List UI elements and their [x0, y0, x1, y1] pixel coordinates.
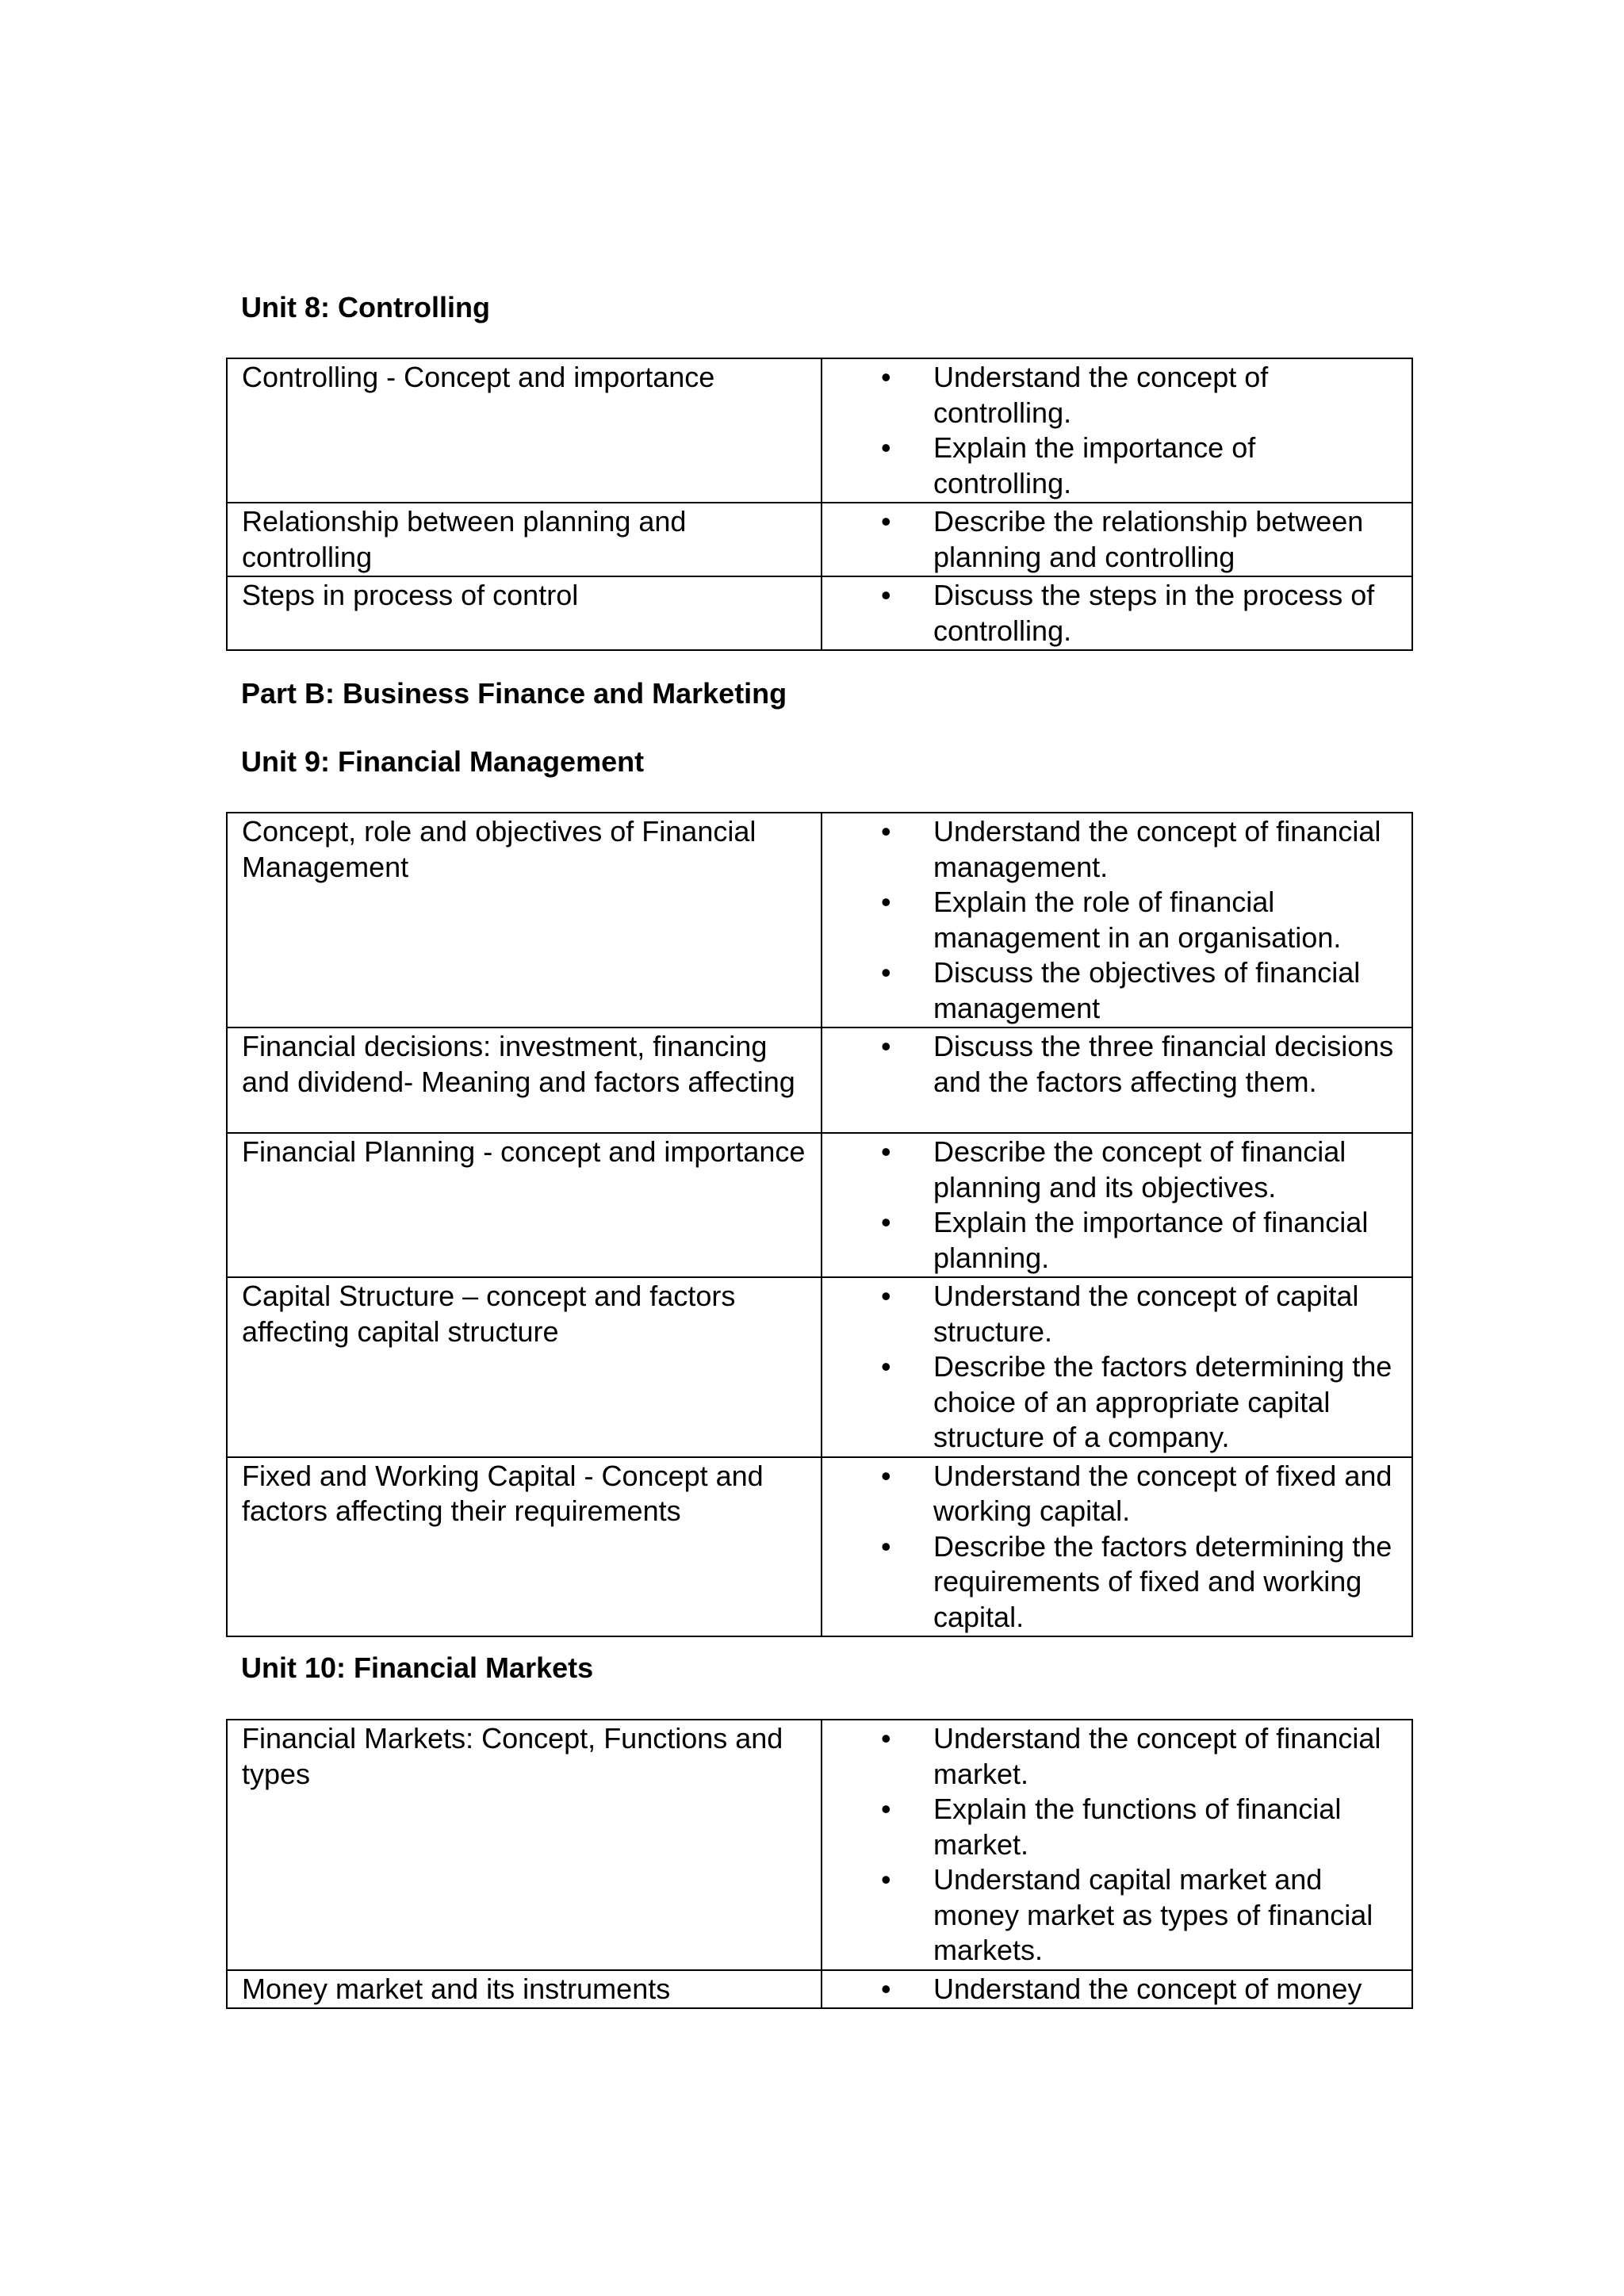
list-item — [822, 504, 1399, 575]
objective-text: Understand the concept of financial management. — [933, 815, 1381, 883]
objective-text: Understand capital market and money market as types of financial markets. — [933, 1863, 1373, 1966]
table-row — [227, 576, 1412, 650]
bullet-icon: • — [881, 1030, 891, 1062]
bullet-icon: • — [881, 579, 891, 611]
list-item — [822, 430, 1399, 501]
topic-cell — [227, 358, 822, 503]
table-row — [227, 1027, 1412, 1133]
topic-cell — [227, 1277, 822, 1457]
topic-cell — [227, 1133, 822, 1277]
bullet-icon: • — [881, 1135, 891, 1168]
table-row — [227, 813, 1412, 1027]
objectives-cell — [822, 813, 1412, 1027]
topic-cell — [227, 503, 822, 576]
bullet-icon: • — [881, 1972, 891, 2005]
objectives-list — [822, 1971, 1411, 2008]
objectives-list — [822, 1720, 1411, 1969]
objectives-list — [822, 813, 1411, 1027]
bullet-icon: • — [881, 1206, 891, 1238]
part-b-heading: Part B: Business Finance and Marketing — [241, 677, 787, 710]
list-item — [822, 360, 1399, 430]
objectives-cell — [822, 1457, 1412, 1637]
list-item — [822, 1135, 1399, 1205]
objectives-list — [822, 1134, 1411, 1276]
objectives-cell — [822, 1277, 1412, 1457]
list-item — [822, 1029, 1399, 1100]
topic-cell — [227, 813, 822, 1027]
objective-text: Describe the concept of financial planning and its objectives. — [933, 1135, 1346, 1203]
topic-text: Financial Planning - concept and importance — [242, 1135, 806, 1168]
bullet-icon: • — [881, 1793, 891, 1825]
objectives-list — [822, 577, 1411, 649]
topic-cell — [227, 1457, 822, 1637]
list-item — [822, 1459, 1399, 1529]
objectives-list — [822, 1278, 1411, 1456]
bullet-icon: • — [881, 1280, 891, 1312]
table-row — [227, 1133, 1412, 1277]
objective-text: Understand the concept of money — [933, 1972, 1362, 2005]
unit-10-table — [226, 1719, 1413, 2009]
objectives-cell — [822, 576, 1412, 650]
objective-text: Discuss the steps in the process of controlling. — [933, 579, 1375, 647]
list-item — [822, 1349, 1399, 1456]
objectives-cell — [822, 1133, 1412, 1277]
topic-cell — [227, 1027, 822, 1133]
objective-text: Describe the factors determining the choice of an appropriate capital structure of a company. — [933, 1350, 1392, 1453]
bullet-icon: • — [881, 431, 891, 464]
unit-9-heading: Unit 9: Financial Management — [241, 745, 645, 778]
objective-text: Explain the functions of financial market. — [933, 1793, 1342, 1861]
list-item — [822, 1529, 1399, 1636]
list-item — [822, 1205, 1399, 1276]
topic-text: Relationship between planning and controlling — [242, 505, 687, 573]
list-item — [822, 955, 1399, 1026]
objective-text: Explain the importance of controlling. — [933, 431, 1256, 499]
list-item — [822, 1862, 1399, 1969]
table-row — [227, 1720, 1412, 1970]
list-item — [822, 1279, 1399, 1349]
list-item — [822, 1721, 1399, 1792]
unit-9-table — [226, 812, 1413, 1637]
bullet-icon: • — [881, 1350, 891, 1383]
topic-text: Concept, role and objectives of Financial Management — [242, 815, 756, 883]
objectives-cell — [822, 1720, 1412, 1970]
objective-text: Discuss the three financial decisions and the factors affecting them. — [933, 1030, 1394, 1098]
objectives-cell — [822, 503, 1412, 576]
objective-text: Understand the concept of financial market. — [933, 1722, 1381, 1790]
objectives-list — [822, 359, 1411, 502]
objective-text: Explain the importance of financial planning. — [933, 1206, 1369, 1274]
bullet-icon: • — [881, 1863, 891, 1896]
topic-cell — [227, 576, 822, 650]
objective-text: Explain the role of financial management in an organisation. — [933, 886, 1342, 954]
list-item — [822, 1792, 1399, 1862]
topic-text: Financial Markets: Concept, Functions and types — [242, 1722, 783, 1790]
bullet-icon: • — [881, 815, 891, 848]
objective-text: Understand the concept of fixed and working capital. — [933, 1459, 1392, 1527]
objectives-list — [822, 503, 1411, 576]
topic-text: Capital Structure – concept and factors affecting capital structure — [242, 1280, 736, 1348]
bullet-icon: • — [881, 505, 891, 538]
table-row — [227, 358, 1412, 503]
table-row — [227, 1277, 1412, 1457]
list-item — [822, 1972, 1399, 2007]
topic-text: Steps in process of control — [242, 579, 579, 611]
table-row — [227, 1970, 1412, 2009]
objectives-cell — [822, 1970, 1412, 2009]
objective-text: Understand the concept of capital structure. — [933, 1280, 1359, 1348]
topic-cell — [227, 1720, 822, 1970]
table-row — [227, 1457, 1412, 1637]
objective-text: Understand the concept of controlling. — [933, 361, 1269, 429]
objectives-list — [822, 1028, 1411, 1100]
objectives-cell — [822, 1027, 1412, 1133]
bullet-icon: • — [881, 886, 891, 918]
unit-8-table — [226, 358, 1413, 651]
table-row — [227, 503, 1412, 576]
objective-text: Discuss the objectives of financial management — [933, 956, 1361, 1024]
unit-10-heading: Unit 10: Financial Markets — [241, 1651, 594, 1684]
topic-text: Fixed and Working Capital - Concept and factors affecting their requirements — [242, 1459, 764, 1527]
objectives-cell — [822, 358, 1412, 503]
topic-text: Controlling - Concept and importance — [242, 361, 715, 393]
topic-cell — [227, 1970, 822, 2009]
topic-text: Money market and its instruments — [242, 1972, 671, 2005]
objectives-list — [822, 1458, 1411, 1636]
bullet-icon: • — [881, 1459, 891, 1492]
list-item — [822, 578, 1399, 649]
bullet-icon: • — [881, 1722, 891, 1755]
list-item — [822, 814, 1399, 885]
objective-text: Describe the factors determining the requirements of fixed and working capital. — [933, 1529, 1392, 1633]
unit-8-heading: Unit 8: Controlling — [241, 291, 490, 323]
topic-text: Financial decisions: investment, financing and dividend- Meaning and factors affecting — [242, 1030, 795, 1098]
bullet-icon: • — [881, 956, 891, 989]
objective-text: Describe the relationship between planning and controlling — [933, 505, 1364, 573]
bullet-icon: • — [881, 1529, 891, 1563]
list-item — [822, 885, 1399, 955]
bullet-icon: • — [881, 361, 891, 393]
